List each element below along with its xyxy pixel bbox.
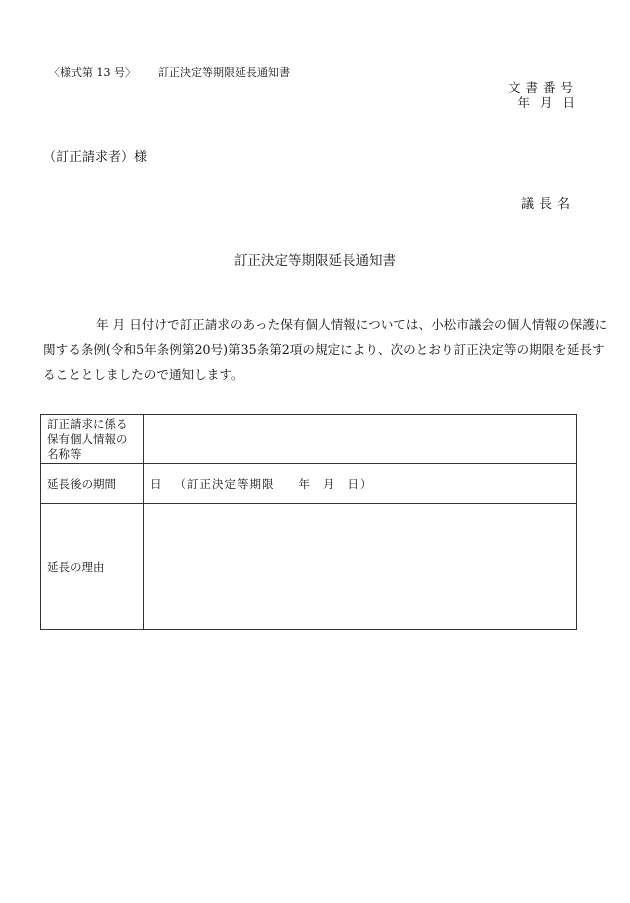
recipient-name: （訂正請求者）様 <box>43 150 148 165</box>
document-number-label: 文書番号 <box>507 80 578 95</box>
date-label: 年 月 日 <box>517 95 578 110</box>
info-table <box>40 414 577 630</box>
extension-reason-value[interactable] <box>144 504 577 630</box>
form-number: 〈様式第 13 号〉 <box>49 66 136 79</box>
table-row-extended-period <box>41 464 577 504</box>
table-row-info-name <box>41 415 577 464</box>
extension-reason-label: 延長の理由 <box>41 504 144 630</box>
extended-period-label: 延長後の期間 <box>41 464 144 504</box>
body-line-2: 関する条例(令和5年条例第20号)第35条第2項の規定により、次のとおり訂正決定等の期限を延長す <box>43 342 605 357</box>
form-header <box>49 64 290 80</box>
info-name-value[interactable] <box>144 415 577 464</box>
extended-period-value[interactable]: 日 （訂正決定等期限 年 月 日） <box>144 464 577 504</box>
document-title: 訂正決定等期限延長通知書 <box>234 253 396 269</box>
info-name-label: 訂正請求に係る 保有個人情報の 名称等 <box>41 415 144 464</box>
form-title: 訂正決定等期限延長通知書 <box>158 66 290 79</box>
body-paragraph <box>43 312 608 387</box>
body-line-1: 年 月 日付けで訂正請求のあった保有個人情報については、小松市議会の個人情報の保護に <box>96 317 608 332</box>
sender-name: 議長名 <box>520 197 575 212</box>
table-row-extension-reason <box>41 504 577 630</box>
body-line-3: ることとしましたので通知します。 <box>43 367 244 382</box>
